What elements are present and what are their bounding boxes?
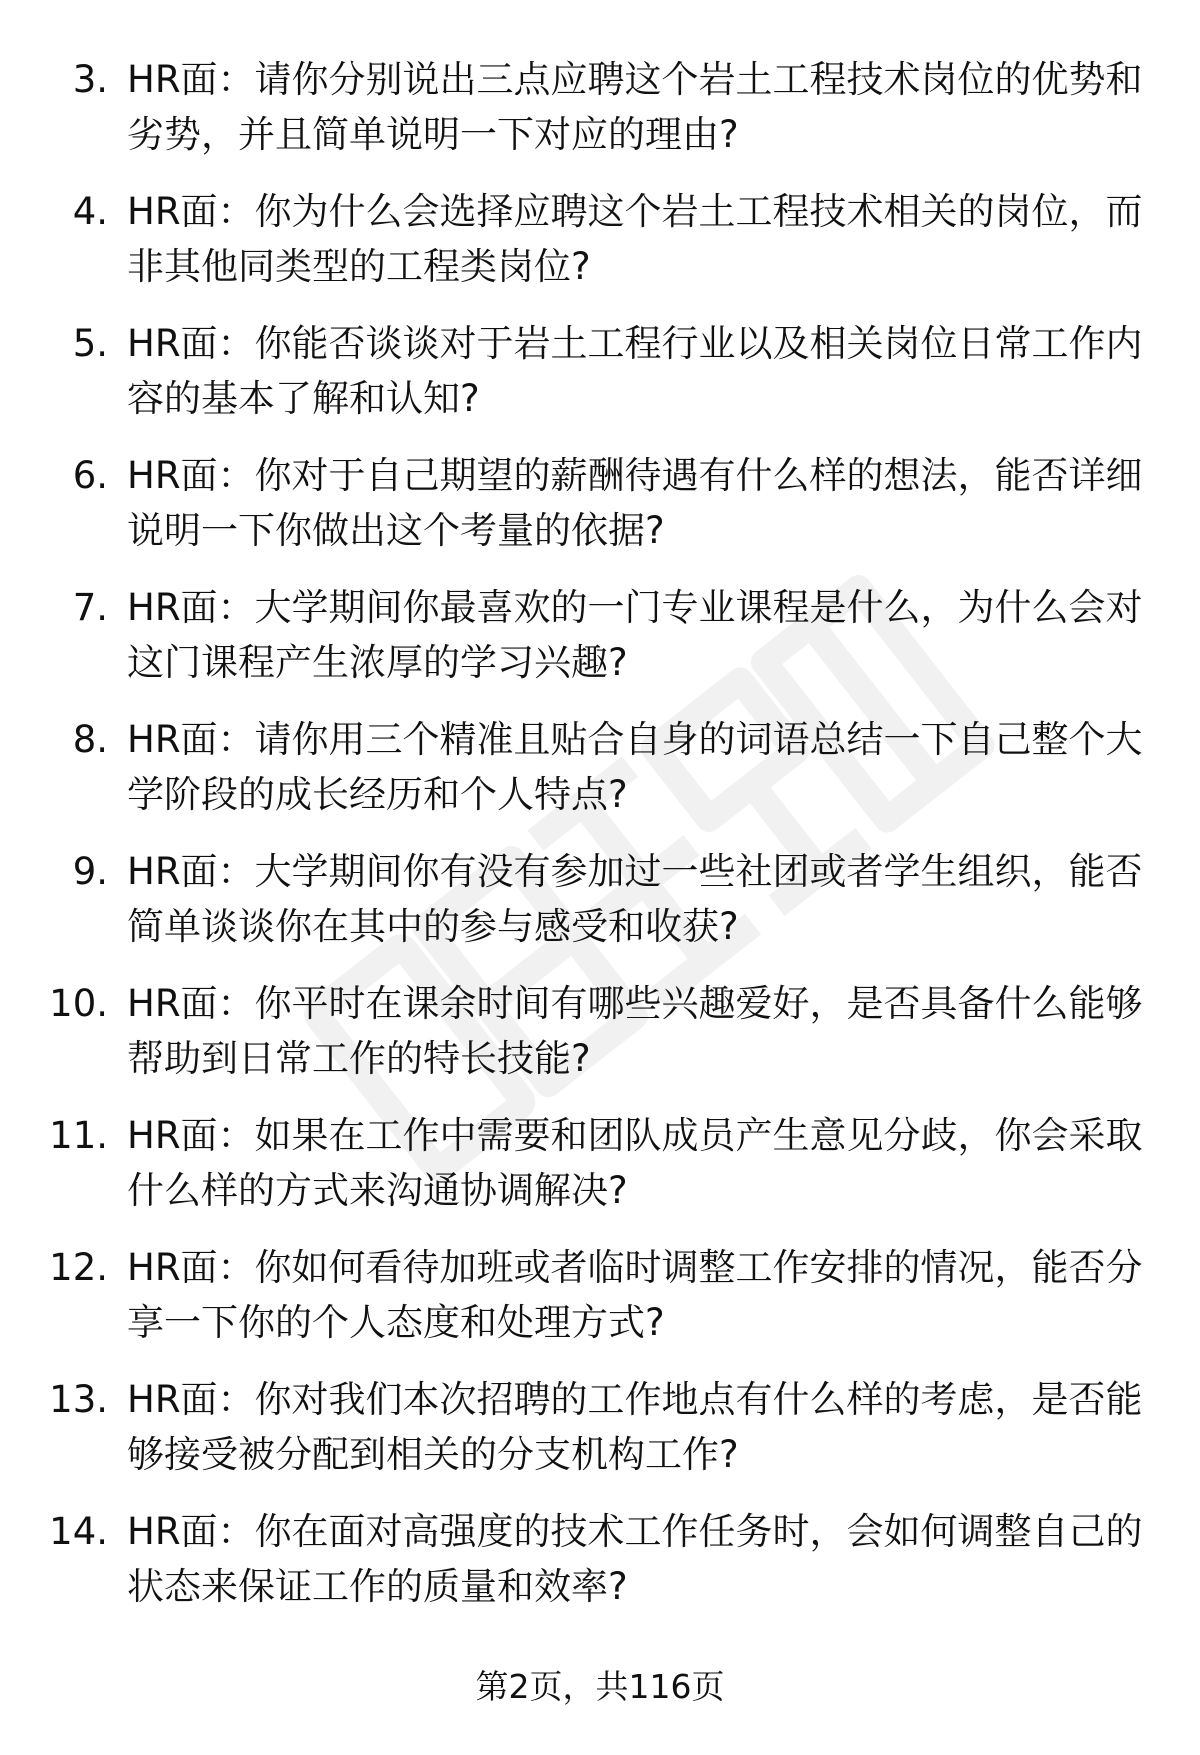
question-number: 9. [72,850,108,893]
question-number: 13. [49,1378,108,1421]
question-body: 你为什么会选择应聘这个岩土工程技术相关的岗位，而非其他同类型的工程类岗位? [127,190,1143,288]
question-text [127,448,1157,558]
question-item [0,580,1200,712]
question-prefix: HR面： [127,58,255,101]
question-body: 请你用三个精准且贴合自身的词语总结一下自己整个大学阶段的成长经历和个人特点? [127,718,1143,816]
question-text [127,976,1157,1086]
question-body: 你能否谈谈对于岩土工程行业以及相关岗位日常工作内容的基本了解和认知? [127,322,1143,420]
question-prefix: HR面： [127,718,255,761]
question-number: 14. [49,1510,108,1553]
question-body: 大学期间你最喜欢的一门专业课程是什么，为什么会对这门课程产生浓厚的学习兴趣? [127,586,1143,684]
question-text [127,1108,1157,1218]
question-number: 10. [49,982,108,1025]
question-list [0,52,1200,1636]
question-text [127,1372,1157,1482]
question-body: 你对于自己期望的薪酬待遇有什么样的想法，能否详细说明一下你做出这个考量的依据? [127,454,1143,552]
question-item [0,1504,1200,1636]
question-text [127,316,1157,426]
question-text [127,580,1157,690]
question-prefix: HR面： [127,322,255,365]
question-number: 5. [72,322,108,365]
question-item [0,316,1200,448]
question-number: 4. [72,190,108,233]
question-body: 大学期间你有没有参加过一些社团或者学生组织，能否简单谈谈你在其中的参与感受和收获? [127,850,1143,948]
question-body: 你在面对高强度的技术工作任务时，会如何调整自己的状态来保证工作的质量和效率? [127,1510,1143,1608]
question-item [0,1372,1200,1504]
question-text [127,1240,1157,1350]
question-prefix: HR面： [127,1114,255,1157]
question-number: 3. [72,58,108,101]
question-item [0,712,1200,844]
question-body: 你对我们本次招聘的工作地点有什么样的考虑，是否能够接受被分配到相关的分支机构工作? [127,1378,1143,1476]
question-text [127,844,1157,954]
question-item [0,184,1200,316]
question-text [127,712,1157,822]
question-number: 7. [72,586,108,629]
question-text [127,184,1157,294]
page-number-footer: 第2页，共116页 [475,1667,725,1706]
question-text [127,52,1157,162]
question-prefix: HR面： [127,454,255,497]
question-item [0,448,1200,580]
question-text [127,1504,1157,1614]
question-number: 11. [49,1114,108,1157]
question-number: 12. [49,1246,108,1289]
question-item [0,1240,1200,1372]
question-prefix: HR面： [127,190,255,233]
question-prefix: HR面： [127,850,255,893]
question-body: 请你分别说出三点应聘这个岩土工程技术岗位的优势和劣势，并且简单说明一下对应的理由? [127,58,1143,156]
question-body: 如果在工作中需要和团队成员产生意见分歧，你会采取什么样的方式来沟通协调解决? [127,1114,1143,1212]
question-item [0,1108,1200,1240]
question-prefix: HR面： [127,1378,255,1421]
question-prefix: HR面： [127,586,255,629]
question-body: 你如何看待加班或者临时调整工作安排的情况，能否分享一下你的个人态度和处理方式? [127,1246,1143,1344]
question-prefix: HR面： [127,1246,255,1289]
question-item [0,976,1200,1108]
question-prefix: HR面： [127,982,255,1025]
question-body: 你平时在课余时间有哪些兴趣爱好，是否具备什么能够帮助到日常工作的特长技能? [127,982,1143,1080]
question-item [0,52,1200,184]
question-number: 6. [72,454,108,497]
question-item [0,844,1200,976]
question-number: 8. [72,718,108,761]
question-prefix: HR面： [127,1510,255,1553]
